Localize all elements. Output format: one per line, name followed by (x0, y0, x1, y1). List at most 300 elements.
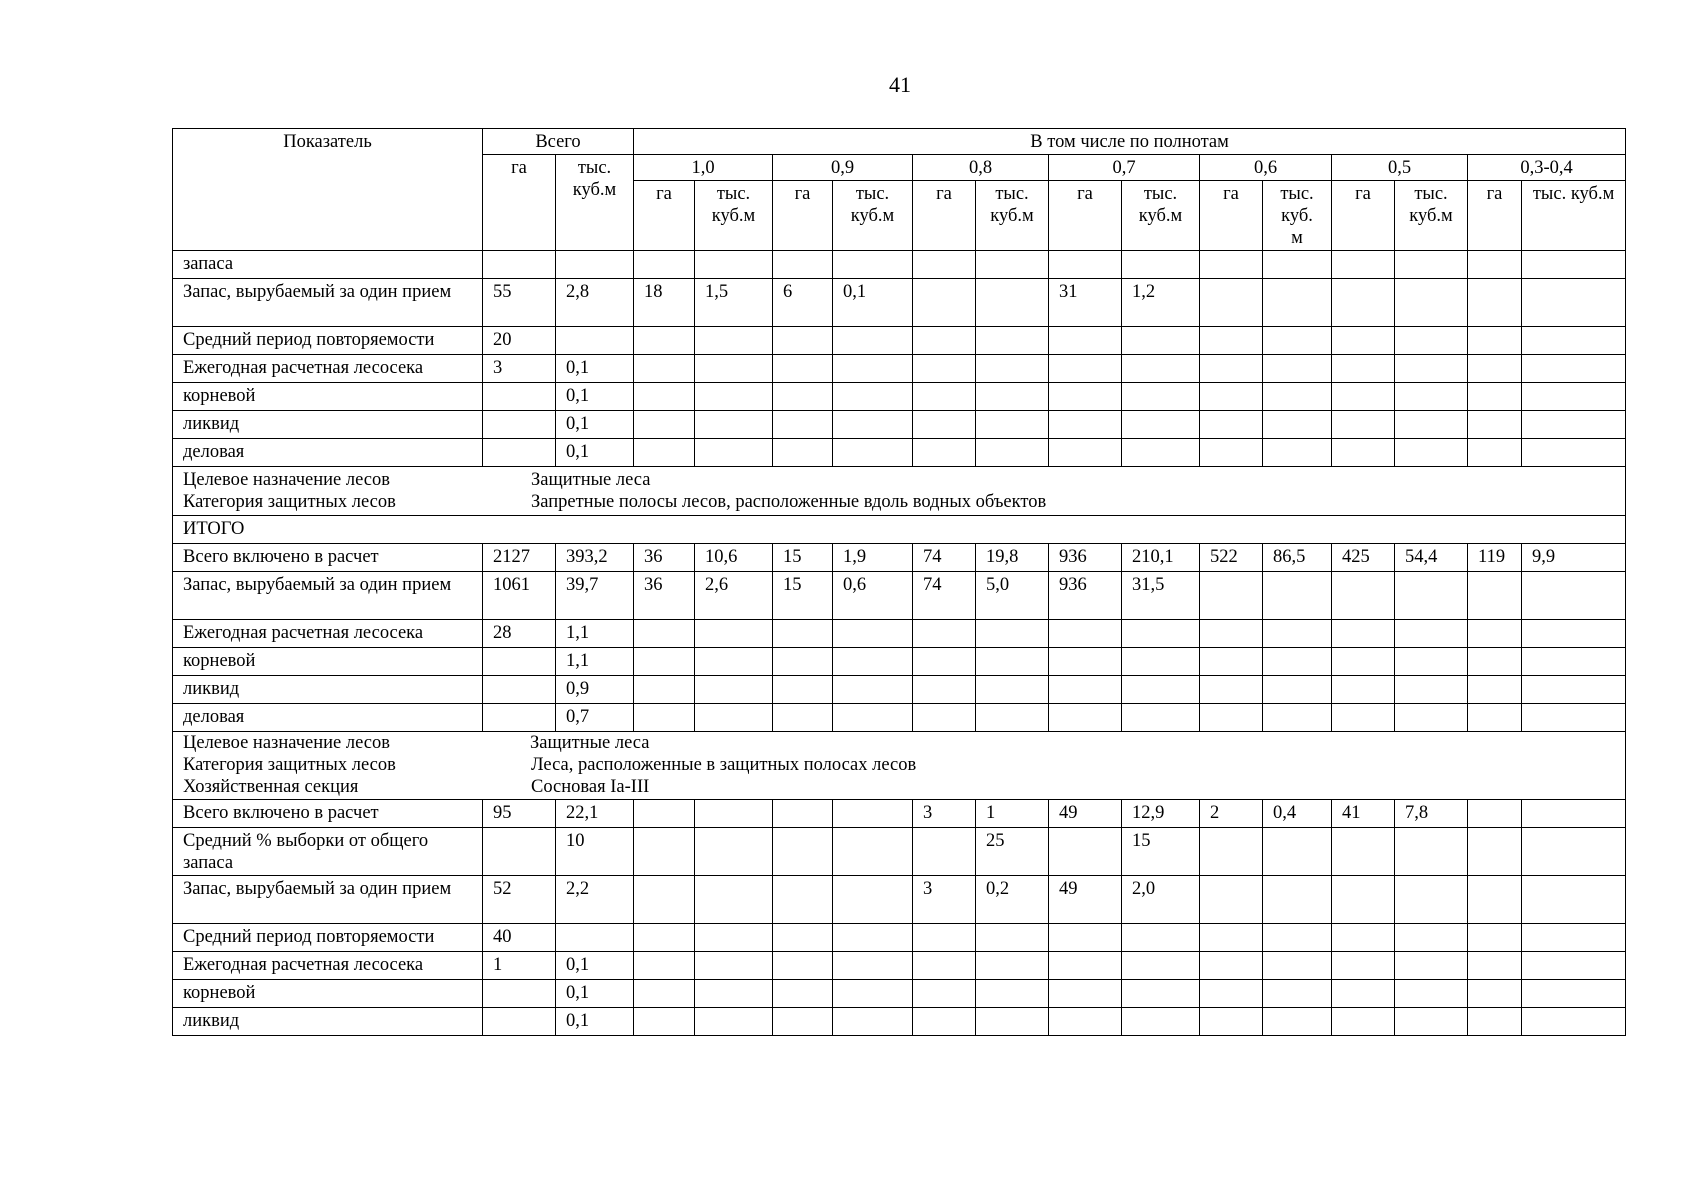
table-cell (913, 620, 976, 648)
table-cell (1522, 648, 1626, 676)
table-cell (1200, 676, 1263, 704)
table-cell (1332, 355, 1395, 383)
table-cell (1263, 648, 1332, 676)
header-ha: га (634, 181, 695, 251)
table-cell (976, 355, 1049, 383)
table-row (173, 952, 1626, 980)
table-cell (1200, 828, 1263, 876)
table-cell (1468, 980, 1522, 1008)
row-label: запаса (173, 251, 483, 279)
row-label: корневой (173, 383, 483, 411)
table-cell (833, 251, 913, 279)
table-cell: 936 (1049, 572, 1122, 620)
header-volume: тыс. куб.м (976, 181, 1049, 251)
table-cell (1122, 980, 1200, 1008)
table-cell: 18 (634, 279, 695, 327)
header-total: Всего (483, 129, 634, 155)
table-cell: 210,1 (1122, 544, 1200, 572)
table-cell (1200, 704, 1263, 732)
table-cell (913, 828, 976, 876)
table-cell (634, 676, 695, 704)
table-cell (1200, 620, 1263, 648)
table-cell (833, 980, 913, 1008)
header-volume: тыс. куб.м (1522, 181, 1626, 251)
table-cell (634, 1008, 695, 1036)
table-cell (976, 980, 1049, 1008)
row-label: Запас, вырубаемый за один прием (173, 876, 483, 924)
table-cell: 54,4 (1395, 544, 1468, 572)
row-label: Средний период повторяемости (173, 924, 483, 952)
table-cell (1468, 355, 1522, 383)
table-cell (1263, 251, 1332, 279)
category-label: Категория защитных лесов (183, 755, 396, 775)
header-ha: га (773, 181, 833, 251)
table-cell (1263, 676, 1332, 704)
table-row (173, 1008, 1626, 1036)
table-cell (833, 952, 913, 980)
table-cell: 0,1 (556, 355, 634, 383)
table-cell: 20 (483, 327, 556, 355)
table-cell: 0,4 (1263, 800, 1332, 828)
table-cell (833, 355, 913, 383)
table-cell (833, 876, 913, 924)
row-label: Средний период повторяемости (173, 327, 483, 355)
table-cell (1332, 704, 1395, 732)
table-cell (483, 704, 556, 732)
table-cell: 0,1 (556, 439, 634, 467)
table-cell (833, 411, 913, 439)
table-cell (833, 828, 913, 876)
table-row (173, 544, 1626, 572)
table-cell (1200, 439, 1263, 467)
table-row (173, 828, 1626, 876)
table-cell (1263, 383, 1332, 411)
table-cell (1332, 828, 1395, 876)
table-cell (913, 355, 976, 383)
table-cell (1395, 876, 1468, 924)
table-cell: 2 (1200, 800, 1263, 828)
header-volume: тыс. куб.м (1395, 181, 1468, 251)
table-cell (1263, 1008, 1332, 1036)
table-cell (773, 828, 833, 876)
table-cell (1468, 251, 1522, 279)
table-cell (1049, 251, 1122, 279)
header-ha: га (1049, 181, 1122, 251)
table-cell (1049, 439, 1122, 467)
table-cell (1395, 620, 1468, 648)
table-cell (976, 411, 1049, 439)
row-label: Ежегодная расчетная лесосека (173, 620, 483, 648)
table-cell (1522, 952, 1626, 980)
table-row (173, 648, 1626, 676)
header-ha: га (1200, 181, 1263, 251)
table-cell: 0,9 (556, 676, 634, 704)
table-cell (833, 704, 913, 732)
table-cell (833, 800, 913, 828)
header-by-density: В том числе по полнотам (634, 129, 1626, 155)
table-cell (634, 980, 695, 1008)
table-cell: 52 (483, 876, 556, 924)
table-cell (1122, 924, 1200, 952)
table-cell: 936 (1049, 544, 1122, 572)
header-density: 0,9 (773, 155, 913, 181)
forest-table (172, 128, 1626, 1036)
table-cell (1522, 411, 1626, 439)
table-cell (1122, 648, 1200, 676)
table-cell (1049, 704, 1122, 732)
itogo-heading: ИТОГО (173, 516, 1626, 544)
table-cell: 1,1 (556, 620, 634, 648)
table-cell (1049, 411, 1122, 439)
table-cell (1332, 439, 1395, 467)
table-cell (1522, 572, 1626, 620)
header-total-volume: тыс. куб.м (556, 155, 634, 251)
table-cell (1122, 1008, 1200, 1036)
table-cell (1468, 620, 1522, 648)
table-row (173, 439, 1626, 467)
table-row (173, 383, 1626, 411)
header-density: 0,6 (1200, 155, 1332, 181)
table-cell (1332, 924, 1395, 952)
table-cell: 55 (483, 279, 556, 327)
table-cell (1122, 327, 1200, 355)
table-cell: 2127 (483, 544, 556, 572)
table-cell (483, 980, 556, 1008)
purpose-value: Защитные леса (531, 470, 651, 490)
table-cell (634, 952, 695, 980)
table-cell (833, 676, 913, 704)
table-cell (833, 327, 913, 355)
table-cell (976, 383, 1049, 411)
table-cell: 1,2 (1122, 279, 1200, 327)
table-cell (913, 411, 976, 439)
table-cell: 31,5 (1122, 572, 1200, 620)
table-cell (1468, 327, 1522, 355)
table-row (173, 924, 1626, 952)
table-cell: 0,1 (833, 279, 913, 327)
table-cell: 1061 (483, 572, 556, 620)
table-cell (1395, 676, 1468, 704)
header-volume: тыс. куб.м (695, 181, 773, 251)
table-cell (1049, 383, 1122, 411)
table-cell (1468, 411, 1522, 439)
table-cell (773, 327, 833, 355)
table-cell (1200, 648, 1263, 676)
table-cell (1468, 800, 1522, 828)
table-cell (1200, 572, 1263, 620)
header-density: 1,0 (634, 155, 773, 181)
table-row (173, 572, 1626, 620)
table-cell (634, 251, 695, 279)
table-cell (773, 355, 833, 383)
table-cell (695, 251, 773, 279)
table-cell (1332, 980, 1395, 1008)
table-cell (1049, 980, 1122, 1008)
table-cell: 39,7 (556, 572, 634, 620)
table-cell (1122, 676, 1200, 704)
table-cell (773, 620, 833, 648)
table-cell (1049, 327, 1122, 355)
table-cell (1468, 572, 1522, 620)
table-cell (1332, 327, 1395, 355)
table-cell (773, 383, 833, 411)
header-ha: га (1468, 181, 1522, 251)
table-cell (634, 800, 695, 828)
table-cell (1263, 704, 1332, 732)
table-cell (1263, 279, 1332, 327)
table-cell (1263, 952, 1332, 980)
table-cell: 6 (773, 279, 833, 327)
header-volume: тыс. куб.м (1122, 181, 1200, 251)
header-density: 0,5 (1332, 155, 1468, 181)
table-cell (1263, 876, 1332, 924)
table-cell (1049, 676, 1122, 704)
table-cell (1468, 952, 1522, 980)
purpose-value: Защитные леса (530, 733, 650, 753)
table-cell (634, 355, 695, 383)
table-cell (1049, 952, 1122, 980)
table-cell (1395, 980, 1468, 1008)
table-cell (1200, 355, 1263, 383)
table-body-bottom (173, 800, 1626, 1036)
table-cell (1332, 411, 1395, 439)
table-cell (1263, 439, 1332, 467)
table-cell (556, 251, 634, 279)
table-cell (773, 876, 833, 924)
table-cell (1522, 1008, 1626, 1036)
table-cell (1468, 439, 1522, 467)
table-cell (1468, 876, 1522, 924)
table-row (173, 411, 1626, 439)
table-cell: 3 (483, 355, 556, 383)
table-cell (1332, 1008, 1395, 1036)
table-row (173, 876, 1626, 924)
table-cell (1200, 411, 1263, 439)
table-cell (1522, 924, 1626, 952)
header-volume: тыс. куб.м (833, 181, 913, 251)
table-cell (1522, 676, 1626, 704)
section-info-cell (173, 732, 1626, 800)
table-cell: 1 (976, 800, 1049, 828)
table-cell (695, 800, 773, 828)
header-density: 0,8 (913, 155, 1049, 181)
table-cell (1200, 251, 1263, 279)
table-cell (773, 439, 833, 467)
table-cell (913, 327, 976, 355)
table-cell (695, 676, 773, 704)
table-cell (1468, 828, 1522, 876)
table-cell: 95 (483, 800, 556, 828)
table-cell (483, 411, 556, 439)
table-cell (1522, 980, 1626, 1008)
page-number: 41 (889, 72, 911, 97)
table-cell: 36 (634, 544, 695, 572)
table-cell (1263, 327, 1332, 355)
table-cell: 7,8 (1395, 800, 1468, 828)
row-label: ликвид (173, 676, 483, 704)
table-cell (913, 279, 976, 327)
table-cell (1522, 800, 1626, 828)
table-cell (634, 828, 695, 876)
table-cell (1522, 251, 1626, 279)
table-cell (695, 828, 773, 876)
table-cell (695, 411, 773, 439)
table-cell (1522, 383, 1626, 411)
table-cell: 2,0 (1122, 876, 1200, 924)
table-cell (913, 924, 976, 952)
table-cell (1200, 952, 1263, 980)
table-cell (773, 648, 833, 676)
table-cell (833, 648, 913, 676)
table-cell: 0,2 (976, 876, 1049, 924)
table-cell (913, 980, 976, 1008)
table-cell (976, 1008, 1049, 1036)
table-cell (976, 251, 1049, 279)
table-row (173, 704, 1626, 732)
table-cell: 25 (976, 828, 1049, 876)
table-cell: 15 (773, 572, 833, 620)
table-cell: 31 (1049, 279, 1122, 327)
table-cell (634, 648, 695, 676)
table-cell (1332, 648, 1395, 676)
table-cell (1395, 327, 1468, 355)
table-cell: 1,9 (833, 544, 913, 572)
header-ha: га (1332, 181, 1395, 251)
table-cell (634, 439, 695, 467)
table-cell (976, 327, 1049, 355)
table-row (173, 980, 1626, 1008)
table-cell (1200, 383, 1263, 411)
table-cell (634, 383, 695, 411)
table-cell: 49 (1049, 800, 1122, 828)
table-cell (1263, 355, 1332, 383)
table-cell (1049, 355, 1122, 383)
table-cell (913, 251, 976, 279)
table-cell (1468, 279, 1522, 327)
table-cell (695, 704, 773, 732)
table-cell (1332, 952, 1395, 980)
table-cell (556, 924, 634, 952)
table-cell (913, 648, 976, 676)
table-cell (483, 439, 556, 467)
section-info-1 (173, 467, 1626, 544)
header-density: 0,3-0,4 (1468, 155, 1626, 181)
table-cell (1522, 279, 1626, 327)
table-cell (1395, 924, 1468, 952)
section-info-2 (173, 732, 1626, 800)
category-label: Категория защитных лесов (183, 492, 396, 512)
table-cell (695, 952, 773, 980)
table-row (173, 355, 1626, 383)
table-cell: 0,7 (556, 704, 634, 732)
table-cell: 0,1 (556, 980, 634, 1008)
row-label: ликвид (173, 1008, 483, 1036)
table-cell (976, 439, 1049, 467)
table-cell: 1,5 (695, 279, 773, 327)
row-label: Всего включено в расчет (173, 800, 483, 828)
table-cell (1395, 648, 1468, 676)
table-cell (773, 952, 833, 980)
table-cell (773, 980, 833, 1008)
table-cell (1049, 620, 1122, 648)
table-cell (1332, 676, 1395, 704)
table-cell: 22,1 (556, 800, 634, 828)
table-cell (634, 704, 695, 732)
row-label: ликвид (173, 411, 483, 439)
table-cell (1522, 828, 1626, 876)
table-cell (1200, 327, 1263, 355)
row-label: Запас, вырубаемый за один прием (173, 572, 483, 620)
table-cell (976, 620, 1049, 648)
table-body-itogo (173, 544, 1626, 732)
row-label: деловая (173, 439, 483, 467)
table-cell (913, 1008, 976, 1036)
table-cell: 1,1 (556, 648, 634, 676)
table-cell (1468, 924, 1522, 952)
table-row (173, 676, 1626, 704)
table-cell (1522, 876, 1626, 924)
table-cell (634, 876, 695, 924)
table-cell: 3 (913, 800, 976, 828)
table-cell (1200, 279, 1263, 327)
table-cell (1049, 924, 1122, 952)
row-label: корневой (173, 980, 483, 1008)
table-cell: 10 (556, 828, 634, 876)
table-cell (773, 411, 833, 439)
table-cell (976, 924, 1049, 952)
table-cell (1332, 279, 1395, 327)
table-cell: 0,6 (833, 572, 913, 620)
table-cell: 2,2 (556, 876, 634, 924)
table-cell (1332, 876, 1395, 924)
header-indicator: Показатель (173, 129, 483, 251)
table-cell (1122, 704, 1200, 732)
table-cell (556, 327, 634, 355)
table-cell (1395, 355, 1468, 383)
table-cell: 5,0 (976, 572, 1049, 620)
table-cell (1122, 411, 1200, 439)
row-label: Ежегодная расчетная лесосека (173, 952, 483, 980)
table-cell (695, 439, 773, 467)
table-cell (976, 676, 1049, 704)
table-cell (1049, 648, 1122, 676)
header-total-ha: га (483, 155, 556, 251)
table-cell (1332, 572, 1395, 620)
header-volume: тыс. куб. м (1263, 181, 1332, 251)
table-cell (1395, 383, 1468, 411)
table-cell (773, 924, 833, 952)
table-cell: 1 (483, 952, 556, 980)
table-header (173, 129, 1626, 251)
table-cell (913, 383, 976, 411)
table-cell: 0,1 (556, 952, 634, 980)
table-cell (1522, 439, 1626, 467)
table-cell (695, 924, 773, 952)
table-cell: 119 (1468, 544, 1522, 572)
table-cell: 522 (1200, 544, 1263, 572)
table-cell (1263, 620, 1332, 648)
table-cell (695, 355, 773, 383)
table-row (173, 279, 1626, 327)
table-cell (1332, 251, 1395, 279)
table-cell (1122, 620, 1200, 648)
row-label: корневой (173, 648, 483, 676)
table-cell (773, 704, 833, 732)
table-cell (1049, 1008, 1122, 1036)
table-cell: 41 (1332, 800, 1395, 828)
table-cell (1395, 411, 1468, 439)
table-cell (1395, 251, 1468, 279)
